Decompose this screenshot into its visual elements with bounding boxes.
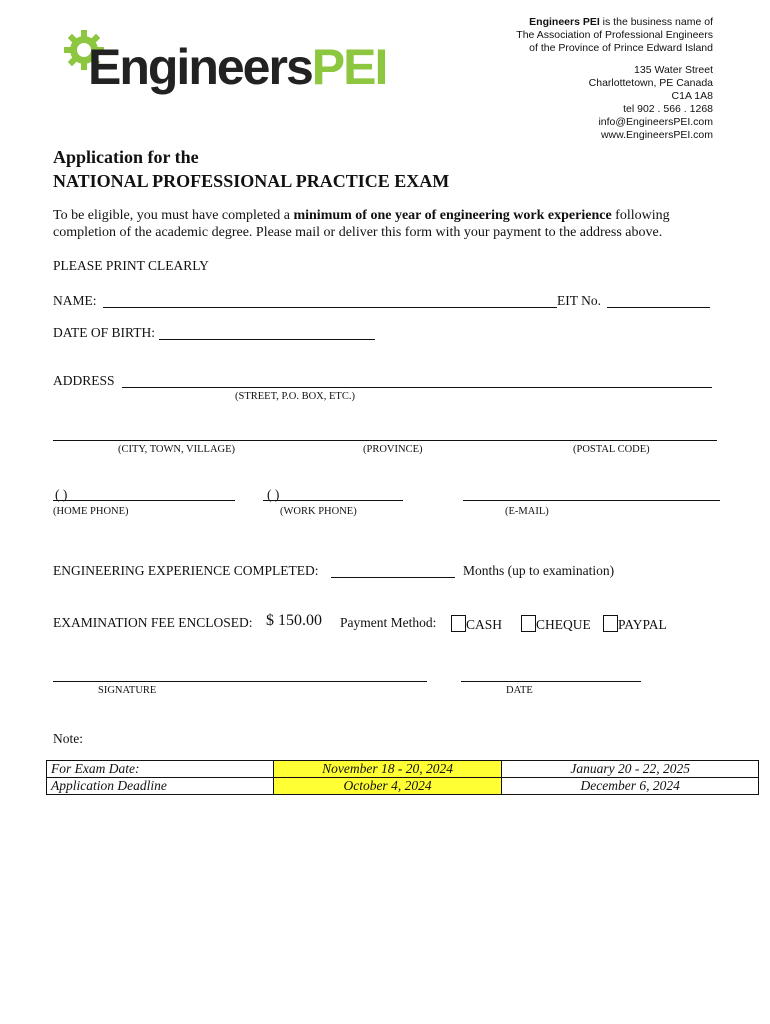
logo-wordmark bbox=[88, 26, 386, 108]
intro-text-1: To be eligible, you must have completed a bbox=[53, 208, 294, 223]
cash-checkbox[interactable] bbox=[451, 615, 466, 632]
home-phone-field[interactable] bbox=[53, 500, 235, 501]
organization-info bbox=[393, 16, 713, 55]
experience-label: ENGINEERING EXPERIENCE COMPLETED: bbox=[53, 563, 319, 578]
org-line3: of the Province of Prince Edward Island bbox=[529, 42, 713, 54]
paypal-label: PAYPAL bbox=[618, 617, 667, 632]
email-field[interactable] bbox=[463, 500, 720, 501]
city-province-postal-field[interactable] bbox=[53, 440, 717, 441]
experience-months-field[interactable] bbox=[331, 577, 455, 578]
cheque-label: CHEQUE bbox=[536, 617, 591, 632]
address-web: www.EngineersPEI.com bbox=[600, 129, 713, 141]
cheque-checkbox[interactable] bbox=[521, 615, 536, 632]
table-row bbox=[47, 778, 759, 795]
address-label: ADDRESS bbox=[53, 373, 115, 388]
intro-text-2: following completion of the academic degree. Please mail or deliver this form with your payment to the address above. bbox=[53, 208, 670, 240]
signature-hint: SIGNATURE bbox=[98, 685, 157, 696]
date-field[interactable] bbox=[461, 681, 641, 682]
address-email: info@EngineersPEI.com bbox=[598, 116, 713, 128]
street-address-field[interactable] bbox=[122, 387, 712, 388]
payment-option-cash[interactable] bbox=[451, 615, 502, 633]
table-cell-exam-date-1: November 18 - 20, 2024 bbox=[273, 761, 502, 778]
table-cell-exam-date-2: January 20 - 22, 2025 bbox=[502, 761, 759, 778]
address-tel: tel 902 . 566 . 1268 bbox=[623, 103, 713, 115]
city-hint: (CITY, TOWN, VILLAGE) bbox=[118, 444, 236, 455]
table-row bbox=[47, 761, 759, 778]
form-title bbox=[53, 145, 449, 193]
eit-number-field[interactable] bbox=[607, 307, 710, 308]
experience-suffix: Months (up to examination) bbox=[463, 563, 615, 578]
org-brand: Engineers PEI bbox=[529, 16, 600, 28]
fee-amount: $ 150.00 bbox=[266, 612, 322, 629]
name-field[interactable] bbox=[103, 307, 557, 308]
dob-field[interactable] bbox=[159, 339, 375, 340]
logo-text-pei: PEI bbox=[311, 39, 387, 95]
mailing-address bbox=[393, 64, 713, 142]
street-hint: (STREET, P.O. BOX, ETC.) bbox=[235, 391, 355, 402]
cash-label: CASH bbox=[466, 617, 503, 632]
address-postal: C1A 1A8 bbox=[671, 90, 713, 102]
org-line2: The Association of Professional Engineers bbox=[516, 29, 713, 41]
title-line2: NATIONAL PROFESSIONAL PRACTICE EXAM bbox=[53, 171, 450, 191]
paypal-checkbox[interactable] bbox=[603, 615, 618, 632]
date-hint: DATE bbox=[506, 685, 533, 696]
postal-code-hint: (POSTAL CODE) bbox=[573, 444, 650, 455]
work-phone-hint: (WORK PHONE) bbox=[280, 506, 357, 517]
org-line1: is the business name of bbox=[599, 16, 713, 28]
province-hint: (PROVINCE) bbox=[363, 444, 423, 455]
fee-label: EXAMINATION FEE ENCLOSED: bbox=[53, 615, 253, 630]
eit-label: EIT No. bbox=[557, 293, 601, 308]
address-city: Charlottetown, PE Canada bbox=[588, 77, 713, 89]
payment-method-label: Payment Method: bbox=[340, 615, 437, 630]
work-phone-area-code: ( ) bbox=[267, 487, 280, 502]
work-phone-field[interactable] bbox=[263, 500, 403, 501]
exam-dates-table bbox=[46, 760, 759, 795]
home-phone-hint: (HOME PHONE) bbox=[53, 506, 129, 517]
email-hint: (E-MAIL) bbox=[505, 506, 549, 517]
payment-option-paypal[interactable] bbox=[603, 615, 667, 633]
table-cell-deadline-label: Application Deadline bbox=[47, 778, 274, 795]
address-street: 135 Water Street bbox=[634, 64, 713, 76]
signature-field[interactable] bbox=[53, 681, 427, 682]
print-clearly-instruction: PLEASE PRINT CLEARLY bbox=[53, 258, 209, 273]
table-cell-deadline-2: December 6, 2024 bbox=[502, 778, 759, 795]
engineerspei-logo bbox=[62, 26, 407, 108]
payment-option-cheque[interactable] bbox=[521, 615, 591, 633]
table-cell-exam-date-label: For Exam Date: bbox=[47, 761, 274, 778]
home-phone-area-code: ( ) bbox=[55, 487, 68, 502]
logo-text-engineers: Engineers bbox=[88, 39, 312, 95]
intro-bold: minimum of one year of engineering work experience bbox=[293, 208, 612, 223]
dob-label: DATE OF BIRTH: bbox=[53, 325, 155, 340]
table-cell-deadline-1: October 4, 2024 bbox=[273, 778, 502, 795]
note-label: Note: bbox=[53, 731, 83, 746]
title-line1: Application for the bbox=[53, 147, 199, 167]
eligibility-paragraph bbox=[53, 207, 713, 241]
name-label: NAME: bbox=[53, 293, 97, 308]
